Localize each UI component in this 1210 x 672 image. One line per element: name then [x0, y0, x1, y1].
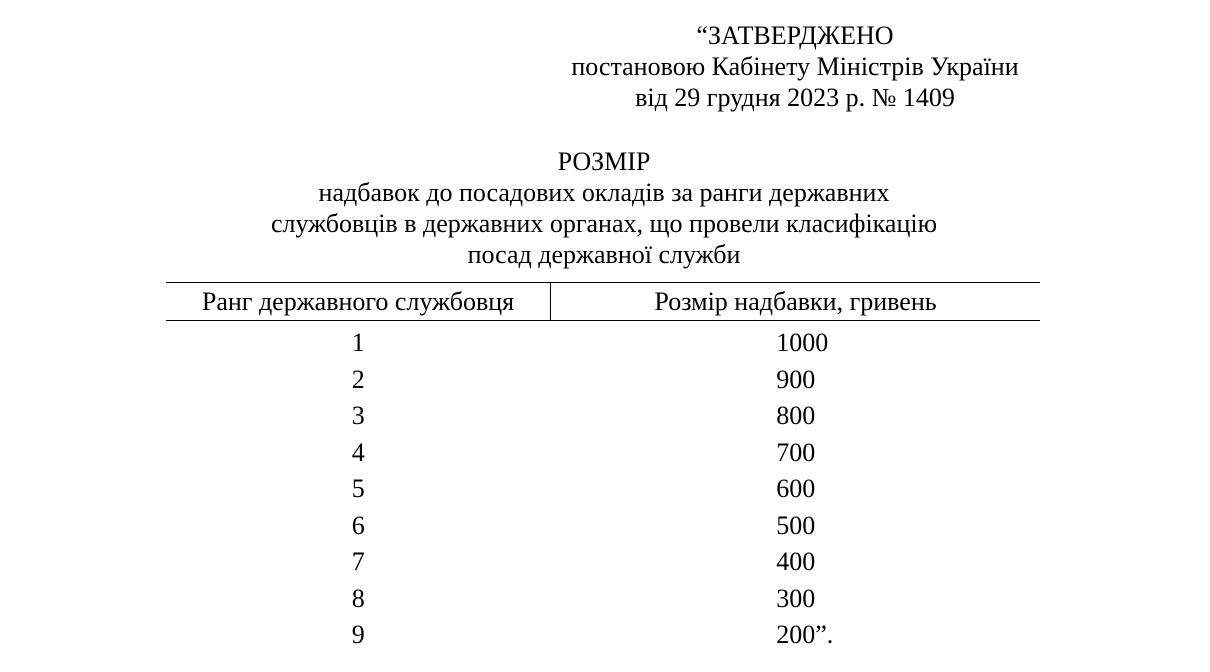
- table-row: [166, 544, 1040, 581]
- approval-line-resolution: постановою Кабінету Міністрів України: [571, 52, 1019, 81]
- document-subtitle-line-2: службовців в державних органах, що провели класифікацію: [270, 209, 938, 238]
- table-row: [166, 435, 1040, 472]
- amount-value: 300: [776, 583, 816, 613]
- rank-cell: 3: [351, 401, 365, 431]
- amount-cell: [551, 321, 1041, 362]
- table-row: [166, 508, 1040, 545]
- rank-cell: 4: [351, 437, 365, 467]
- amount-value: 600: [776, 474, 816, 504]
- approval-line-date-number: від 29 грудня 2023 р. № 1409: [635, 83, 955, 112]
- table-row: [166, 471, 1040, 508]
- table-row: [166, 321, 1040, 362]
- rank-cell: 1: [351, 328, 365, 358]
- table-row: [166, 362, 1040, 399]
- rank-cell: 5: [351, 474, 365, 504]
- rank-cell: 2: [351, 364, 365, 394]
- table-row: [166, 581, 1040, 618]
- amount-cell: [551, 581, 1041, 618]
- amount-value: 700: [776, 437, 816, 467]
- column-header-rank: Ранг державного службовця: [166, 283, 551, 321]
- amount-cell: [551, 471, 1041, 508]
- amount-value: 400: [776, 547, 816, 577]
- amount-cell: [551, 362, 1041, 399]
- document-heading: РОЗМІР: [557, 147, 651, 176]
- allowance-table: [166, 282, 1040, 654]
- amount-cell: [551, 435, 1041, 472]
- document-title-block: [204, 146, 1004, 270]
- amount-cell: [551, 617, 1041, 654]
- table-row: [166, 617, 1040, 654]
- amount-cell: [551, 398, 1041, 435]
- rank-cell: 9: [351, 620, 365, 650]
- column-header-amount: Розмір надбавки, гривень: [551, 283, 1041, 321]
- amount-value: 900: [776, 364, 816, 394]
- rank-cell: 7: [351, 547, 365, 577]
- table-row: [166, 398, 1040, 435]
- amount-value: 1000: [776, 328, 829, 358]
- rank-cell: 8: [351, 583, 365, 613]
- document-subtitle-line-3: посад державної служби: [467, 240, 741, 269]
- table-header-row: [166, 283, 1040, 321]
- amount-cell: [551, 508, 1041, 545]
- rank-cell: 6: [351, 510, 365, 540]
- amount-cell: [551, 544, 1041, 581]
- amount-value: 200”.: [776, 620, 834, 650]
- approval-line-approved: “ЗАТВЕРДЖЕНО: [696, 21, 894, 50]
- document-subtitle-line-1: надбавок до посадових окладів за ранги державних: [318, 178, 890, 207]
- amount-value: 800: [776, 401, 816, 431]
- amount-value: 500: [776, 510, 816, 540]
- approval-stamp: [560, 20, 1030, 113]
